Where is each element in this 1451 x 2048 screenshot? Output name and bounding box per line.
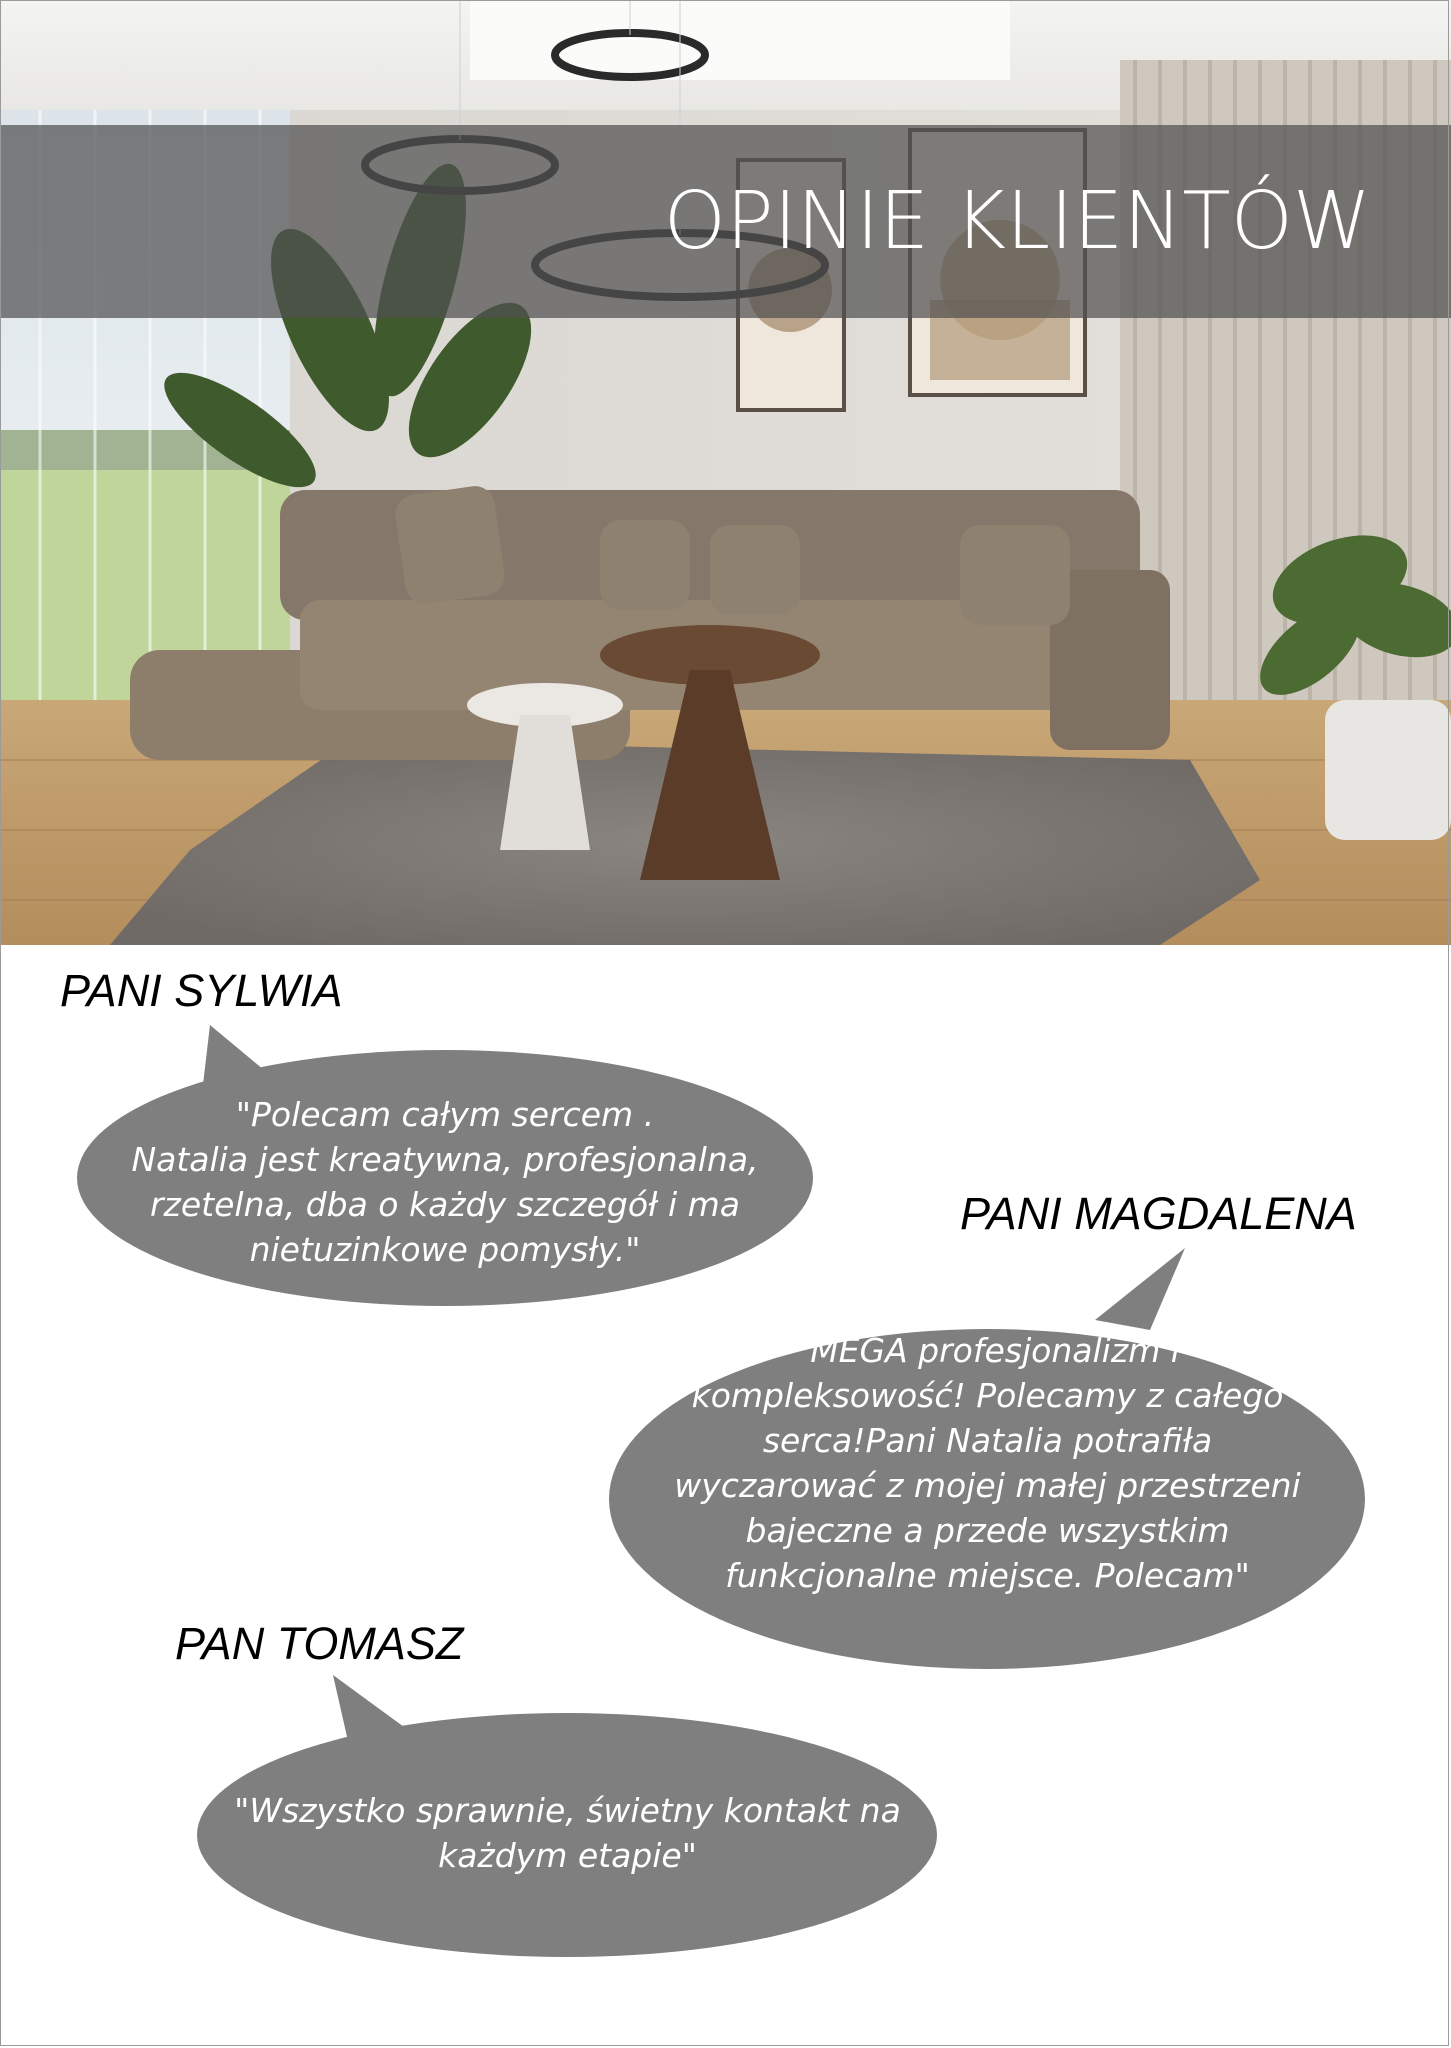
quote-sylwia: "Polecam całym sercem . Natalia jest kreatywna, profesjonalna, rzetelna, dba o każdy szczegół i ma nietuzinkowe pomysły." — [131, 1095, 759, 1269]
reviewer-name-sylwia: PANI SYLWIA — [60, 965, 343, 1016]
reviewer-name-tomasz: PAN TOMASZ — [175, 1618, 464, 1669]
quote-magdalena: "MEGA profesjonalizm i kompleksowość! Polecamy z całego serca!Pani Natalia potrafiła wyczarować z mojej małej przestrzeni bajeczne a przede wszystkim funkcjonalne miejsce. Polecam" — [674, 1331, 1301, 1595]
reviewer-name-magdalena: PANI MAGDALENA — [960, 1188, 1357, 1239]
page-title: OPINIE KLIENTÓW — [663, 175, 1371, 267]
quote-tomasz: "Wszystko sprawnie, świetny kontakt na każdym etapie" — [234, 1791, 901, 1875]
